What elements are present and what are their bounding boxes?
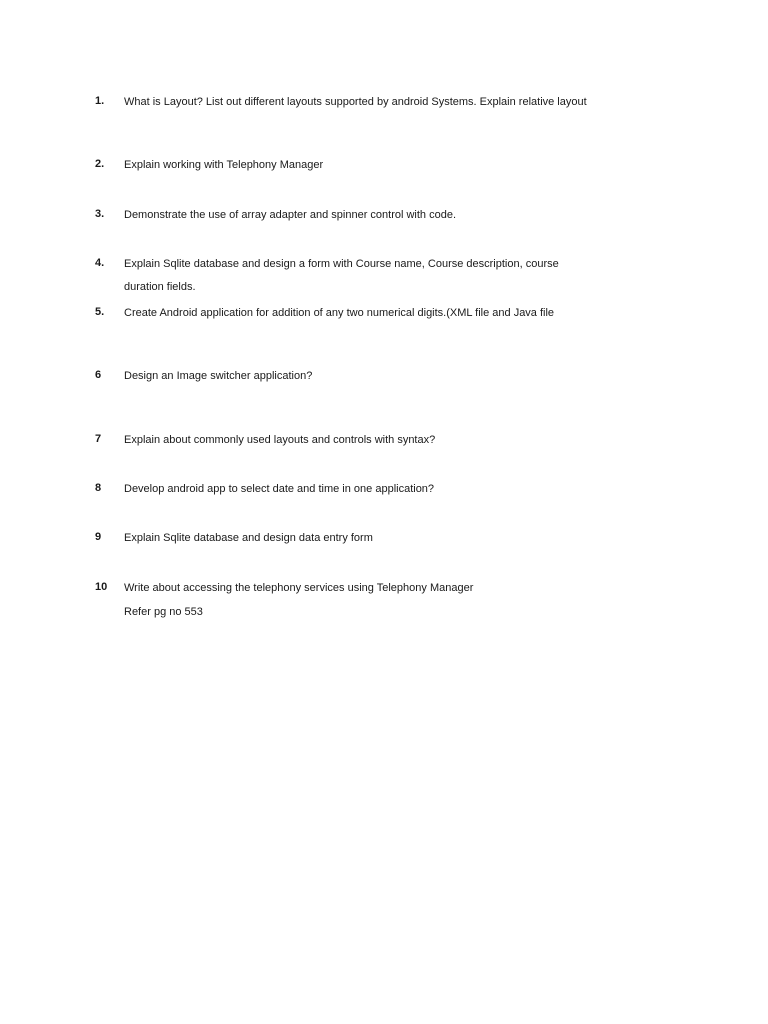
question-number: 10: [95, 581, 108, 593]
question-text: Develop android app to select date and time in one application?: [124, 483, 435, 495]
question-number: 5.: [95, 306, 105, 318]
question-number: 8: [95, 482, 102, 494]
question-note: Refer pg no 553: [124, 606, 203, 618]
question-text-continued: duration fields.: [124, 281, 196, 293]
question-number: 9: [95, 531, 102, 543]
question-text: Design an Image switcher application?: [124, 370, 313, 382]
question-number: 2.: [95, 158, 105, 170]
question-text: Explain working with Telephony Manager: [124, 159, 324, 171]
question-number: 7: [95, 433, 102, 445]
question-number: 3.: [95, 208, 105, 220]
question-text: What is Layout? List out different layouts supported by android Systems. Explain relative layout: [124, 96, 587, 108]
question-text: Demonstrate the use of array adapter and spinner control with code.: [124, 209, 457, 221]
question-number: 4.: [95, 257, 105, 269]
question-text: Write about accessing the telephony services using Telephony Manager: [124, 582, 474, 594]
question-text: Explain Sqlite database and design a form with Course name, Course description, course: [124, 258, 559, 270]
question-number: 1.: [95, 95, 105, 107]
question-text: Create Android application for addition of any two numerical digits.(XML file and Java file: [124, 307, 555, 319]
question-text: Explain about commonly used layouts and controls with syntax?: [124, 434, 436, 446]
question-number: 6: [95, 369, 102, 381]
question-text: Explain Sqlite database and design data entry form: [124, 532, 373, 544]
